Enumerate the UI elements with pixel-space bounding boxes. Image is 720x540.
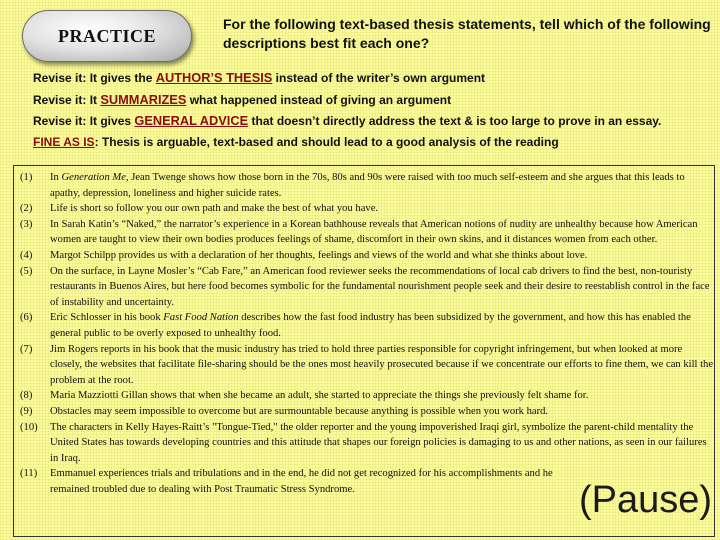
- statement-text-part: In: [50, 172, 62, 183]
- statement-number: (10): [20, 421, 38, 433]
- statement-number: (4): [20, 249, 33, 261]
- statement-item: [20, 342, 714, 389]
- statement-text-part: Eric Schlosser in his book: [50, 312, 164, 324]
- statement-text: [50, 312, 691, 339]
- statement-number: (6): [20, 312, 33, 324]
- statement-text: In Sarah Katin’s “Naked,” the narrator’s experience in a Korean bathhouse reveals that American notions of nudity are unhealthy because how American women are taught to view their own bodies produces feelings of shame, discomfort in their own skins, and it distances women from each other.: [50, 218, 698, 246]
- description-summarizes: [33, 92, 451, 107]
- description-highlight: GENERAL ADVICE: [134, 113, 249, 128]
- statement-number: (7): [20, 343, 33, 355]
- description-prefix: Revise it: It: [33, 93, 101, 107]
- statement-item: [20, 420, 714, 467]
- description-highlight: AUTHOR’S THESIS: [155, 70, 273, 85]
- description-fine-as-is: [33, 135, 559, 149]
- statement-item: [20, 217, 714, 248]
- description-suffix: : Thesis is arguable, text-based and should lead to a good analysis of the reading: [94, 135, 559, 149]
- statement-item: [20, 404, 714, 420]
- statement-item: [20, 248, 714, 264]
- statement-text: [50, 172, 685, 199]
- statement-text-part: describes how the fast food industry has been subsidized by the government, and how this has enabled the general public to be overly exposed to unhealthy food.: [50, 312, 691, 339]
- statement-item: [20, 170, 714, 201]
- statement-item: [20, 201, 714, 217]
- statement-number: (9): [20, 405, 33, 417]
- practice-badge: [22, 10, 192, 62]
- description-highlight: FINE AS IS: [33, 135, 95, 149]
- statement-number: (11): [20, 468, 38, 480]
- statement-title: Fast Food Nation: [163, 312, 239, 324]
- statement-number: (3): [20, 218, 33, 230]
- statement-text: On the surface, in Layne Mosler’s “Cab Fare,” an American food reviewer seeks the recommendations of local cab drivers to find the best, non-touristy restaurants in Buenos Aires, but here food becomes symbolic for the fundamental nourishment people seek and their desire to reestablish control in the face of instability and uncertainty.: [50, 265, 710, 308]
- description-general-advice: [33, 113, 661, 128]
- statement-text: Life is short so follow you our own path and make the best of what you have.: [50, 203, 379, 215]
- description-suffix: instead of the writer’s own argument: [272, 71, 486, 85]
- statement-number: (2): [20, 203, 33, 215]
- statement-text: Maria Mazziotti Gillan shows that when she became an adult, she started to appreciate the things she previously felt shame for.: [50, 390, 589, 402]
- statement-number: (1): [20, 172, 33, 183]
- statement-text: Emmanuel experiences trials and tribulations and in the end, he did not get recognized for his accomplishments and he remained troubled due to dealing with Post Traumatic Stress Syndrome.: [50, 468, 553, 495]
- statement-title: Generation Me: [61, 172, 126, 183]
- description-prefix: Revise it: It gives: [33, 114, 135, 128]
- pause-label: (Pause): [578, 479, 712, 521]
- description-suffix: what happened instead of giving an argument: [186, 93, 452, 107]
- statement-text: Jim Rogers reports in his book that the music industry has tried to hold three parties responsible for copyright infringement, but when looked at more closely, the websites that facilitate file-sharing should be the ones most heavily prosecuted because if we concentrate our efforts to fine them, we can kill the problem at the root.: [50, 343, 714, 386]
- description-author-thesis: [33, 70, 485, 85]
- statement-text: Margot Schilpp provides us with a declaration of her thoughts, feelings and views of the world and what she thinks about love.: [50, 249, 588, 261]
- statement-number: (8): [20, 390, 33, 402]
- statement-item: [20, 310, 714, 341]
- instructions-heading: For the following text-based thesis statements, tell which of the following descriptions best fit each one?: [223, 16, 711, 51]
- statement-item: [20, 388, 714, 404]
- statement-number: (5): [20, 265, 33, 277]
- statement-text: The characters in Kelly Hayes-Raitt’s "Tongue-Tied," the older reporter and the young impoverished Iraqi girl, symbolize the parent-child mentality the United States has towards developing countries and this attitude that shapes our foreign policies is damaging to us and other nations, as seen in our failures in Iraq.: [50, 421, 707, 464]
- description-suffix: that doesn’t directly address the text & is too large to prove in an essay.: [248, 114, 662, 128]
- statement-item: [20, 264, 714, 311]
- statement-text: Obstacles may seem impossible to overcome but are surmountable because anything is possible when you work hard.: [50, 405, 549, 417]
- statement-text-part: , Jean Twenge shows how those born in the 70s, 80s and 90s were raised with too much self-esteem and she argues that this leads to apathy, depression, loneliness and higher suicide rates.: [50, 172, 685, 199]
- practice-label: PRACTICE: [57, 25, 156, 46]
- description-highlight: SUMMARIZES: [100, 92, 187, 107]
- description-prefix: Revise it: It gives the: [33, 71, 156, 85]
